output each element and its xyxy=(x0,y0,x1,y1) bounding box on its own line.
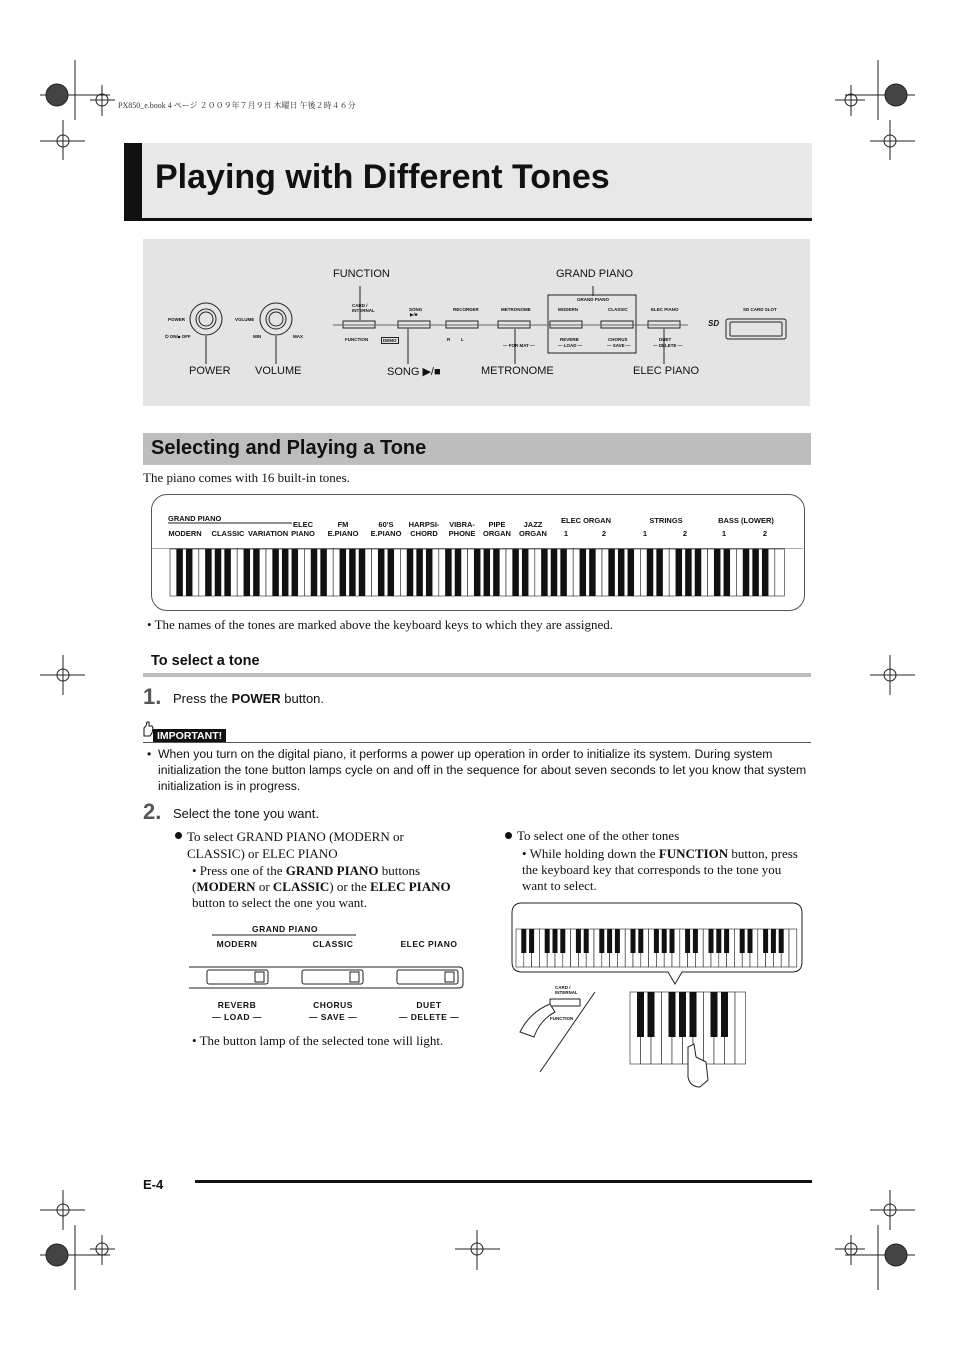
fig-reverb: REVERB xyxy=(217,1000,257,1010)
chorus-small-label: CHORUS xyxy=(608,337,628,342)
black-key xyxy=(529,929,534,953)
black-key xyxy=(349,549,356,596)
important-text: When you turn on the digital piano, it performs a power up operation in order to initialize its system. During system initialization the tone button lamps cycle on and off in the sequence for about seven seconds to let you know that system initialization is in progress. xyxy=(158,747,807,793)
black-key xyxy=(693,929,698,953)
black-key xyxy=(599,929,604,953)
function-hand-figure xyxy=(510,902,806,1092)
max-label: MAX xyxy=(293,334,303,339)
black-key xyxy=(628,549,635,596)
black-key xyxy=(695,549,702,596)
black-key xyxy=(541,549,548,596)
black-key xyxy=(648,992,655,1037)
sd-card-slot-label: SD CARD SLOT xyxy=(743,307,777,312)
fig-save: — SAVE — xyxy=(308,1012,358,1022)
step1-text xyxy=(173,691,324,706)
tone-pipe-organ: PIPE ORGAN xyxy=(483,520,511,538)
elec-organ-label: ELEC ORGAN xyxy=(560,516,611,525)
duet-small-label: DUET xyxy=(659,337,672,342)
black-key xyxy=(690,992,697,1037)
black-key xyxy=(608,549,615,596)
white-key xyxy=(789,929,797,967)
black-key xyxy=(631,929,636,953)
black-key xyxy=(721,992,728,1037)
elec-piano-small-label: ELEC PIANO xyxy=(651,307,679,312)
tone-keyboard-keys xyxy=(151,548,803,598)
min-label: MIN xyxy=(253,334,262,339)
l-mark: L xyxy=(461,337,464,342)
power-callout: POWER xyxy=(189,365,231,377)
white-key xyxy=(735,992,746,1064)
left-bullet-dot xyxy=(175,832,182,839)
grand-piano-callout: GRAND PIANO xyxy=(556,268,634,280)
black-key xyxy=(512,549,519,596)
black-key xyxy=(615,929,620,953)
black-key xyxy=(711,992,718,1037)
black-key xyxy=(716,929,721,953)
black-key xyxy=(714,549,721,596)
power-onoff-label: ⏻ ON/◼ OFF xyxy=(165,334,191,339)
intro-text: The piano comes with 16 built-in tones. xyxy=(143,470,350,485)
section-title: Selecting and Playing a Tone xyxy=(151,437,427,459)
metronome-small-label: METRONOME xyxy=(501,307,531,312)
black-key xyxy=(416,549,423,596)
function-small-label: FUNCTION xyxy=(345,337,369,342)
black-key xyxy=(560,929,565,953)
black-key xyxy=(551,549,558,596)
black-key xyxy=(752,549,759,596)
black-key xyxy=(676,549,683,596)
black-key xyxy=(743,549,750,596)
grand-piano-group-label: GRAND PIANO xyxy=(168,514,222,523)
step1-post: button. xyxy=(280,691,325,706)
black-key xyxy=(522,549,529,596)
delete-small-label: — DELETE — xyxy=(653,343,683,348)
black-key xyxy=(656,549,663,596)
strings-2: 2 xyxy=(682,529,688,538)
tone-jazz-organ: JAZZ ORGAN xyxy=(519,520,547,538)
black-key xyxy=(618,549,625,596)
black-key xyxy=(407,549,414,596)
black-key xyxy=(589,549,596,596)
for-mat-label: — FOR MAT — xyxy=(503,343,535,348)
volume-callout: VOLUME xyxy=(255,365,302,377)
bass-2: 2 xyxy=(762,529,768,538)
subsection-title: To select a tone xyxy=(151,653,260,669)
black-key xyxy=(215,549,222,596)
tone-labels xyxy=(151,494,803,554)
right-bullet-dot xyxy=(505,832,512,839)
black-key xyxy=(779,929,784,953)
black-key xyxy=(426,549,433,596)
black-key xyxy=(740,929,745,953)
card-internal-label: CARD / INTERNAL xyxy=(352,303,375,313)
black-key xyxy=(205,549,212,596)
fig-card-internal: CARD / INTERNAL xyxy=(555,985,578,995)
step2-text: Select the tone you want. xyxy=(173,806,319,821)
black-key xyxy=(763,929,768,953)
black-key xyxy=(292,549,299,596)
black-key xyxy=(748,929,753,953)
right-sub-text xyxy=(522,846,807,894)
left-sub-pre: • Press one of the xyxy=(192,863,286,878)
sd-logo: SD xyxy=(708,319,720,328)
strings-1: 1 xyxy=(642,529,648,538)
black-key xyxy=(176,549,183,596)
black-key xyxy=(320,549,327,596)
black-key xyxy=(311,549,318,596)
play-stop-label: ▶/■ xyxy=(410,312,418,317)
black-key xyxy=(340,549,347,596)
black-key xyxy=(771,929,776,953)
left-sub-t2: or xyxy=(255,879,273,894)
tone-harpsichord: HARPSI- CHORD xyxy=(408,520,440,538)
black-key xyxy=(638,929,643,953)
black-key xyxy=(378,549,385,596)
left-sub-text xyxy=(192,863,482,911)
important-rule xyxy=(143,742,811,743)
tone-classic: CLASSIC xyxy=(211,529,245,538)
song-callout: SONG ▶/■ xyxy=(387,366,441,378)
right-sub-post: button, press the keyboard key that corresponds to the tone you want to select. xyxy=(522,846,798,893)
black-key xyxy=(607,929,612,953)
r-mark: R xyxy=(447,337,451,342)
black-key xyxy=(662,929,667,953)
black-key xyxy=(685,549,692,596)
reverb-small-label: REVERB xyxy=(560,337,579,342)
step1-pre: Press the xyxy=(173,691,232,706)
page-title: Playing with Different Tones xyxy=(155,158,610,196)
elec-piano-callout: ELEC PIANO xyxy=(633,365,700,377)
classic-small-label: CLASSIC xyxy=(608,307,628,312)
lamp-note: • The button lamp of the selected tone will light. xyxy=(192,1033,444,1048)
black-key xyxy=(553,929,558,953)
metronome-callout: METRONOME xyxy=(481,365,554,377)
fig-elec-piano: ELEC PIANO xyxy=(400,939,458,949)
step2-number: 2. xyxy=(143,799,162,824)
strings-label: STRINGS xyxy=(649,516,683,525)
black-key xyxy=(455,549,462,596)
black-key xyxy=(762,549,769,596)
black-key xyxy=(685,929,690,953)
tone-variation: VARIATION xyxy=(248,529,289,538)
black-key xyxy=(584,929,589,953)
song-small-label: SONG xyxy=(409,307,423,312)
panel-small-text xyxy=(143,239,810,406)
black-key xyxy=(724,549,731,596)
left-sub-b2: MODERN xyxy=(196,879,256,894)
black-key xyxy=(521,929,526,953)
black-key xyxy=(359,549,366,596)
black-key xyxy=(282,549,289,596)
black-key xyxy=(474,549,481,596)
bass-1: 1 xyxy=(721,529,727,538)
demo-label: DEMO xyxy=(383,338,397,343)
tone-modern: MODERN xyxy=(168,529,202,538)
elec-organ-2: 2 xyxy=(601,529,607,538)
black-key xyxy=(669,992,676,1037)
black-key xyxy=(709,929,714,953)
fig-delete: — DELETE — xyxy=(398,1012,460,1022)
black-key xyxy=(484,549,491,596)
right-sub-bold: FUNCTION xyxy=(658,846,729,861)
function-callout: FUNCTION xyxy=(333,268,390,280)
fig-function: FUNCTION xyxy=(550,1016,574,1021)
step1-bold: POWER xyxy=(231,691,281,706)
print-header: PX850_e.book 4 ページ ２００９年７月９日 木曜日 午後２時４６分 xyxy=(118,101,356,110)
left-sub-t3: ) or the xyxy=(329,879,371,894)
subsection-rule xyxy=(143,673,811,677)
fig-load: — LOAD — xyxy=(212,1012,262,1022)
tone-fm-epiano: FM E.PIANO xyxy=(327,520,359,538)
black-key xyxy=(724,929,729,953)
black-key xyxy=(388,549,395,596)
fig-modern: MODERN xyxy=(216,939,258,949)
tone-elec-piano: ELEC PIANO xyxy=(291,520,315,538)
black-key xyxy=(654,929,659,953)
right-sub-pre: • While holding down the xyxy=(522,846,659,861)
right-bullet-text: To select one of the other tones xyxy=(517,828,680,843)
tone-60s-epiano: 60'S E.PIANO xyxy=(370,520,402,538)
fig-chorus: CHORUS xyxy=(313,1000,353,1010)
black-key xyxy=(253,549,260,596)
tone-vibraphone: VIBRA- PHONE xyxy=(448,520,476,538)
left-bullet-text: To select GRAND PIANO (MODERN or CLASSIC) or ELEC PIANO xyxy=(187,829,404,861)
black-key xyxy=(272,549,279,596)
black-key xyxy=(186,549,193,596)
fig-bracket xyxy=(212,934,357,938)
modern-small-label: MODERN xyxy=(558,307,578,312)
power-small-label: POWER xyxy=(168,317,186,322)
note-names-text: • The names of the tones are marked above the keyboard keys to which they are assigned. xyxy=(147,617,614,632)
volume-small-label: VOLUME xyxy=(235,317,255,322)
recorder-label: RECORDER xyxy=(453,307,479,312)
black-key xyxy=(545,929,550,953)
important-badge: IMPORTANT! xyxy=(153,729,226,743)
page-number: E-4 xyxy=(143,1177,164,1192)
elec-organ-1: 1 xyxy=(563,529,569,538)
save-small-label: — SAVE — xyxy=(607,343,631,348)
left-sub-t1: buttons ( xyxy=(192,863,421,894)
black-key xyxy=(244,549,251,596)
important-bullet: • xyxy=(147,747,152,761)
left-sub-b1: GRAND PIANO xyxy=(285,863,379,878)
left-sub-b4: ELEC PIANO xyxy=(370,879,451,894)
fig-buttons xyxy=(189,966,464,990)
black-key xyxy=(224,549,231,596)
title-bar xyxy=(124,143,142,218)
left-sub-t4: button to select the one you want. xyxy=(192,895,368,910)
bass-lower-label: BASS (LOWER) xyxy=(718,516,774,525)
black-key xyxy=(679,992,686,1037)
black-key xyxy=(580,549,587,596)
left-sub-b3: CLASSIC xyxy=(272,879,330,894)
black-key xyxy=(576,929,581,953)
black-key xyxy=(445,549,452,596)
black-key xyxy=(493,549,500,596)
fig-classic: CLASSIC xyxy=(312,939,354,949)
step1-number: 1. xyxy=(143,684,162,709)
fig-grand-piano: GRAND PIANO xyxy=(252,924,318,934)
grand-piano-small-label: GRAND PIANO xyxy=(577,297,610,302)
footer-rule xyxy=(195,1180,812,1183)
black-key xyxy=(637,992,644,1037)
load-small-label: — LOAD — xyxy=(558,343,583,348)
black-key xyxy=(560,549,567,596)
white-key xyxy=(775,549,785,596)
fig-duet: DUET xyxy=(416,1000,442,1010)
black-key xyxy=(647,549,654,596)
black-key xyxy=(670,929,675,953)
